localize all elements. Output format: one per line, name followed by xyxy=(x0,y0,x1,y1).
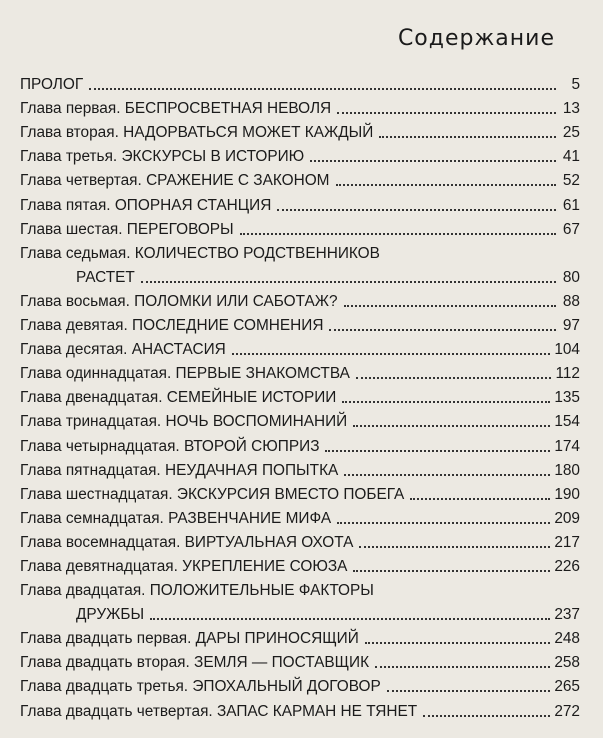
dot-leader xyxy=(423,715,550,717)
dot-leader xyxy=(410,498,550,500)
toc-page-number: 272 xyxy=(554,702,580,720)
toc-entry xyxy=(20,94,580,118)
toc-entry-title: Глава десятая. АНАСТАСИЯ xyxy=(20,341,226,359)
toc-entry xyxy=(20,696,580,720)
toc-entry-title: Глава вторая. НАДОРВАТЬСЯ МОЖЕТ КАЖДЫЙ xyxy=(20,124,374,142)
toc-page-number: 112 xyxy=(555,365,580,383)
dot-leader xyxy=(379,136,556,138)
toc-entry-title: Глава семнадцатая. РАЗВЕНЧАНИЕ МИФА xyxy=(20,509,332,527)
toc-entry-title: Глава одиннадцатая. ПЕРВЫЕ ЗНАКОМСТВА xyxy=(20,365,350,383)
toc-entry-title: ПРОЛОГ xyxy=(20,76,84,94)
toc-entry-title: Глава двенадцатая. СЕМЕЙНЫЕ ИСТОРИИ xyxy=(20,389,337,407)
toc-page-number: 174 xyxy=(554,437,580,455)
toc-page-number: 13 xyxy=(562,100,580,118)
toc-page-number: 61 xyxy=(562,196,580,214)
toc-page-number: 52 xyxy=(562,172,580,190)
dot-leader xyxy=(337,522,550,524)
toc-page-number: 67 xyxy=(562,220,580,238)
dot-leader xyxy=(356,377,552,379)
toc-entry-title: Глава первая. БЕСПРОСВЕТНАЯ НЕВОЛЯ xyxy=(20,100,332,118)
toc-page-number: 258 xyxy=(554,654,580,672)
table-of-contents xyxy=(20,70,580,721)
toc-page-number: 135 xyxy=(554,389,580,407)
dot-leader xyxy=(375,666,550,668)
toc-entry xyxy=(20,504,580,528)
toc-entry xyxy=(20,456,580,480)
toc-entry-title: Глава шестнадцатая. ЭКСКУРСИЯ ВМЕСТО ПОБЕГА xyxy=(20,485,405,503)
toc-entry-title: Глава шестая. ПЕРЕГОВОРЫ xyxy=(20,220,234,238)
toc-entry-title: Глава восемнадцатая. ВИРТУАЛЬНАЯ ОХОТА xyxy=(20,533,354,551)
toc-page-number: 190 xyxy=(554,485,580,503)
toc-entry-title: Глава восьмая. ПОЛОМКИ ИЛИ САБОТАЖ? xyxy=(20,292,338,310)
toc-page-number: 237 xyxy=(554,606,580,624)
toc-entry-title-continued: ДРУЖБЫ xyxy=(76,606,145,624)
toc-page-number: 248 xyxy=(554,630,580,648)
toc-entry-title: Глава двадцатая. ПОЛОЖИТЕЛЬНЫЕ ФАКТОРЫ xyxy=(20,582,374,600)
dot-leader xyxy=(240,233,556,235)
dot-leader xyxy=(277,209,556,211)
dot-leader xyxy=(344,474,550,476)
toc-entry xyxy=(20,359,580,383)
toc-entry xyxy=(20,190,580,214)
toc-entry-title: Глава двадцать первая. ДАРЫ ПРИНОСЯЩИЙ xyxy=(20,630,359,648)
dot-leader xyxy=(329,329,556,331)
toc-entry xyxy=(20,528,580,552)
toc-entry-title: Глава третья. ЭКСКУРСЫ В ИСТОРИЮ xyxy=(20,148,305,166)
toc-entry xyxy=(20,142,580,166)
toc-entry xyxy=(20,624,580,648)
toc-entry xyxy=(20,648,580,672)
toc-entry xyxy=(20,239,580,287)
toc-entry xyxy=(20,70,580,94)
toc-page-number: 25 xyxy=(562,124,580,142)
toc-entry xyxy=(20,431,580,455)
dot-leader xyxy=(365,642,551,644)
dot-leader xyxy=(353,425,550,427)
dot-leader xyxy=(353,570,550,572)
toc-entry-title: Глава двадцать вторая. ЗЕМЛЯ — ПОСТАВЩИК xyxy=(20,654,370,672)
toc-entry-title: Глава двадцать третья. ЭПОХАЛЬНЫЙ ДОГОВОР xyxy=(20,678,381,696)
toc-page-number: 265 xyxy=(554,678,580,696)
toc-entry-title: Глава пятая. ОПОРНАЯ СТАНЦИЯ xyxy=(20,196,272,214)
toc-page-number: 217 xyxy=(554,533,580,551)
toc-page-number: 180 xyxy=(554,461,580,479)
toc-entry xyxy=(20,215,580,239)
toc-entry-title: Глава четвертая. СРАЖЕНИЕ С ЗАКОНОМ xyxy=(20,172,330,190)
toc-entry xyxy=(20,552,580,576)
toc-entry xyxy=(20,576,580,624)
toc-page-number: 104 xyxy=(554,341,580,359)
toc-page-number: 80 xyxy=(562,268,580,286)
toc-entry-title: Глава седьмая. КОЛИЧЕСТВО РОДСТВЕННИКОВ xyxy=(20,244,380,262)
dot-leader xyxy=(342,401,550,403)
toc-entry xyxy=(20,118,580,142)
dot-leader xyxy=(337,112,556,114)
dot-leader xyxy=(387,690,551,692)
toc-entry-title: Глава четырнадцатая. ВТОРОЙ СЮПРИЗ xyxy=(20,437,320,455)
dot-leader xyxy=(344,305,556,307)
toc-page-number: 88 xyxy=(562,292,580,310)
dot-leader xyxy=(89,88,556,90)
toc-page-number: 209 xyxy=(554,509,580,527)
toc-entry-title: Глава пятнадцатая. НЕУДАЧНАЯ ПОПЫТКА xyxy=(20,461,339,479)
dot-leader xyxy=(141,281,556,283)
toc-entry-title-continued: РАСТЕТ xyxy=(76,268,135,286)
toc-page-number: 154 xyxy=(554,413,580,431)
dot-leader xyxy=(150,618,550,620)
toc-entry xyxy=(20,480,580,504)
dot-leader xyxy=(310,160,556,162)
toc-entry xyxy=(20,383,580,407)
toc-entry xyxy=(20,672,580,696)
toc-entry-title: Глава тринадцатая. НОЧЬ ВОСПОМИНАНИЙ xyxy=(20,413,348,431)
dot-leader xyxy=(336,184,556,186)
dot-leader xyxy=(325,450,550,452)
toc-entry xyxy=(20,287,580,311)
toc-entry xyxy=(20,166,580,190)
page-title: Содержание xyxy=(397,26,555,51)
toc-page-number: 226 xyxy=(554,557,580,575)
toc-entry-title: Глава девятнадцатая. УКРЕПЛЕНИЕ СОЮЗА xyxy=(20,557,348,575)
toc-entry-title: Глава девятая. ПОСЛЕДНИЕ СОМНЕНИЯ xyxy=(20,317,324,335)
toc-page-number: 41 xyxy=(562,148,580,166)
toc-entry xyxy=(20,311,580,335)
dot-leader xyxy=(359,546,550,548)
toc-entry-title: Глава двадцать четвертая. ЗАПАС КАРМАН НЕ ТЯНЕТ xyxy=(20,702,418,720)
toc-page-number: 5 xyxy=(571,76,580,94)
dot-leader xyxy=(232,353,551,355)
toc-entry xyxy=(20,335,580,359)
toc-page-number: 97 xyxy=(562,317,580,335)
toc-entry xyxy=(20,407,580,431)
